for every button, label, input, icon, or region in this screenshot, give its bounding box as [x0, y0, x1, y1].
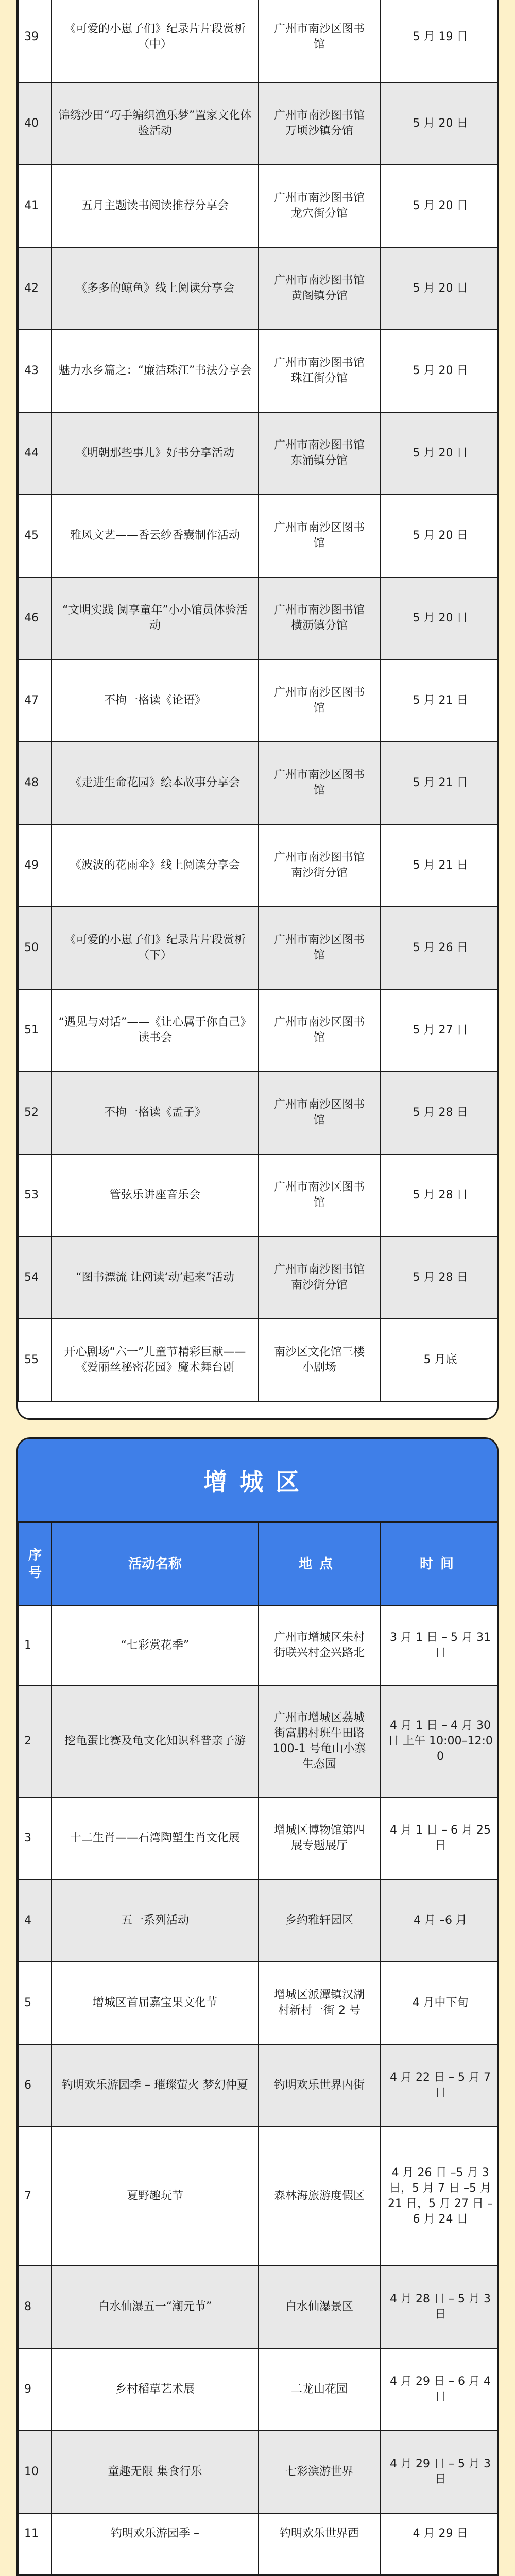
table-row — [19, 2127, 499, 2266]
row-number: 45 — [19, 495, 52, 577]
activity-time: 5 月 20 日 — [380, 577, 499, 659]
activity-location: 广州市南沙图书馆南沙街分馆 — [259, 1236, 380, 1319]
activity-location: 白水仙瀑景区 — [259, 2266, 380, 2348]
table-row — [19, 742, 499, 824]
activity-time: 4 月 22 日 – 5 月 7 日 — [380, 2044, 499, 2127]
row-number: 42 — [19, 247, 52, 330]
activity-name: 增城区首届嘉宝果文化节 — [52, 1962, 259, 2044]
district-title: 增城区 — [18, 1439, 497, 1522]
activity-name: 挖龟蛋比赛及龟文化知识科普亲子游 — [52, 1686, 259, 1797]
nansha-activity-table — [18, 0, 499, 1402]
activity-time: 5 月 21 日 — [380, 659, 499, 742]
row-number: 52 — [19, 1072, 52, 1154]
activity-name: 《明朝那些事儿》好书分享活动 — [52, 412, 259, 495]
row-number: 2 — [19, 1686, 52, 1797]
row-number: 40 — [19, 82, 52, 165]
activity-name: 《多多的鲸鱼》线上阅读分享会 — [52, 247, 259, 330]
row-number: 48 — [19, 742, 52, 824]
table-row — [19, 1154, 499, 1236]
activity-name: 五月主题读书阅读推荐分享会 — [52, 165, 259, 247]
activity-location: 南沙区文化馆三楼小剧场 — [259, 1319, 380, 1401]
activity-time: 4 月 1 日 – 6 月 25 日 — [380, 1797, 499, 1879]
activity-name: 乡村稻草艺术展 — [52, 2348, 259, 2431]
table-row — [19, 165, 499, 247]
activity-time: 4 月 29 日 – 5 月 3 日 — [380, 2431, 499, 2513]
activity-time: 4 月 –6 月 — [380, 1879, 499, 1962]
header-activity-name: 活动名称 — [52, 1523, 259, 1605]
activity-name: 雅风文艺——香云纱香囊制作活动 — [52, 495, 259, 577]
activity-location: 钓明欢乐世界西 — [259, 2513, 380, 2576]
activity-time: 5 月 26 日 — [380, 907, 499, 989]
row-number: 47 — [19, 659, 52, 742]
table-row — [19, 1236, 499, 1319]
activity-location: 森林海旅游度假区 — [259, 2127, 380, 2266]
activity-location: 广州市南沙区图书馆 — [259, 742, 380, 824]
activity-location: 钓明欢乐世界内街 — [259, 2044, 380, 2127]
activity-name: 《可爱的小崽子们》纪录片片段赏析（下） — [52, 907, 259, 989]
activity-location: 广州市南沙图书馆东涌镇分馆 — [259, 412, 380, 495]
activity-name: 《波波的花雨伞》线上阅读分享会 — [52, 824, 259, 907]
row-number: 50 — [19, 907, 52, 989]
table-row — [19, 0, 499, 82]
activity-time: 4 月中下旬 — [380, 1962, 499, 2044]
row-number: 9 — [19, 2348, 52, 2431]
row-number: 10 — [19, 2431, 52, 2513]
row-number: 44 — [19, 412, 52, 495]
zengcheng-activity-table — [18, 1522, 499, 2576]
row-number: 54 — [19, 1236, 52, 1319]
row-number: 3 — [19, 1797, 52, 1879]
activity-name: 魅力水乡篇之：“廉洁珠江”书法分享会 — [52, 330, 259, 412]
header-location: 地点 — [259, 1523, 380, 1605]
activity-time: 5 月 21 日 — [380, 742, 499, 824]
activity-name: 《可爱的小崽子们》纪录片片段赏析（中） — [52, 0, 259, 82]
table-row — [19, 495, 499, 577]
activity-time: 5 月 20 日 — [380, 165, 499, 247]
activity-time: 3 月 1 日 – 5 月 31 日 — [380, 1605, 499, 1686]
table-row — [19, 1319, 499, 1401]
activity-time: 4 月 26 日 –5 月 3 日，5 月 7 日 –5 月 21 日，5 月 27 日 –6 月 24 日 — [380, 2127, 499, 2266]
table-row — [19, 1962, 499, 2044]
activity-location: 广州市南沙区图书馆 — [259, 495, 380, 577]
activity-name: 开心剧场“六一”儿童节精彩巨献——《爱丽丝秘密花园》魔术舞台剧 — [52, 1319, 259, 1401]
row-number: 53 — [19, 1154, 52, 1236]
activity-time: 5 月 20 日 — [380, 330, 499, 412]
row-number: 55 — [19, 1319, 52, 1401]
activity-location: 七彩滨游世界 — [259, 2431, 380, 2513]
activity-time: 5 月 20 日 — [380, 247, 499, 330]
activity-location: 广州市南沙区图书馆 — [259, 907, 380, 989]
row-number: 4 — [19, 1879, 52, 1962]
activity-name: “七彩赏花季” — [52, 1605, 259, 1686]
zengcheng-table-panel — [16, 1437, 499, 2576]
activity-time: 5 月底 — [380, 1319, 499, 1401]
header-number: 序号 — [19, 1523, 52, 1605]
activity-name: 不拘一格读《孟子》 — [52, 1072, 259, 1154]
activity-time: 5 月 20 日 — [380, 82, 499, 165]
row-number: 5 — [19, 1962, 52, 2044]
activity-name: 锦绣沙田“巧手编织渔乐梦”置家文化体验活动 — [52, 82, 259, 165]
activity-location: 广州市南沙区图书馆 — [259, 1072, 380, 1154]
activity-time: 5 月 28 日 — [380, 1236, 499, 1319]
table-row — [19, 2348, 499, 2431]
activity-location: 增城区派潭镇汉湖村新村一街 2 号 — [259, 1962, 380, 2044]
table-row — [19, 2044, 499, 2127]
activity-name: “图书漂流 让阅读‘动’起来”活动 — [52, 1236, 259, 1319]
row-number: 8 — [19, 2266, 52, 2348]
table-row — [19, 2431, 499, 2513]
activity-location: 广州市增城区朱村街联兴村金兴路北 — [259, 1605, 380, 1686]
activity-time: 5 月 27 日 — [380, 989, 499, 1072]
activity-name: 十二生肖——石湾陶塑生肖文化展 — [52, 1797, 259, 1879]
activity-name: 钓明欢乐游园季 – — [52, 2513, 259, 2576]
activity-location: 广州市增城区荔城街富鹏村班牛田路 100-1 号龟山小寨生态园 — [259, 1686, 380, 1797]
activity-location: 广州市南沙区图书馆 — [259, 0, 380, 82]
row-number: 49 — [19, 824, 52, 907]
activity-location: 乡约雅轩园区 — [259, 1879, 380, 1962]
row-number: 51 — [19, 989, 52, 1072]
activity-time: 5 月 28 日 — [380, 1072, 499, 1154]
activity-time: 4 月 29 日 – 6 月 4 日 — [380, 2348, 499, 2431]
activity-time: 5 月 20 日 — [380, 495, 499, 577]
table-row — [19, 907, 499, 989]
activity-location: 二龙山花园 — [259, 2348, 380, 2431]
table-row — [19, 1879, 499, 1962]
table-row — [19, 824, 499, 907]
activity-name: 管弦乐讲座音乐会 — [52, 1154, 259, 1236]
activity-name: 《走进生命花园》绘本故事分享会 — [52, 742, 259, 824]
table-header-row — [19, 1523, 499, 1605]
row-number: 43 — [19, 330, 52, 412]
table-row — [19, 330, 499, 412]
activity-name: 五一系列活动 — [52, 1879, 259, 1962]
activity-time: 5 月 19 日 — [380, 0, 499, 82]
table-row — [19, 2266, 499, 2348]
activity-location: 广州市南沙图书馆珠江街分馆 — [259, 330, 380, 412]
row-number: 46 — [19, 577, 52, 659]
table-row — [19, 412, 499, 495]
table-row — [19, 989, 499, 1072]
activity-location: 广州市南沙区图书馆 — [259, 659, 380, 742]
activity-name: “遇见与对话”——《让心属于你自己》读书会 — [52, 989, 259, 1072]
row-number: 11 — [19, 2513, 52, 2576]
activity-time: 5 月 21 日 — [380, 824, 499, 907]
activity-location: 广州市南沙图书馆龙穴街分馆 — [259, 165, 380, 247]
table-row — [19, 247, 499, 330]
activity-time: 4 月 1 日 – 4 月 30 日 上午 10:00–12:00 — [380, 1686, 499, 1797]
activity-location: 广州市南沙图书馆南沙街分馆 — [259, 824, 380, 907]
table-row — [19, 2513, 499, 2576]
activity-location: 广州市南沙区图书馆 — [259, 989, 380, 1072]
row-number: 41 — [19, 165, 52, 247]
activity-name: “文明实践 阅享童年”小小馆员体验活动 — [52, 577, 259, 659]
activity-time: 4 月 29 日 — [380, 2513, 499, 2576]
table-row — [19, 577, 499, 659]
header-time: 时间 — [380, 1523, 499, 1605]
nansha-table-panel — [16, 0, 499, 1420]
activity-name: 钓明欢乐游园季 – 璀璨萤火 梦幻仲夏 — [52, 2044, 259, 2127]
activity-location: 增城区博物馆第四展专题展厅 — [259, 1797, 380, 1879]
table-row — [19, 1605, 499, 1686]
activity-location: 广州市南沙图书馆横沥镇分馆 — [259, 577, 380, 659]
activity-name: 白水仙瀑五一“潮元节” — [52, 2266, 259, 2348]
activity-name: 夏野趣玩节 — [52, 2127, 259, 2266]
table-row — [19, 659, 499, 742]
activity-location: 广州市南沙图书馆万顷沙镇分馆 — [259, 82, 380, 165]
table-row — [19, 1072, 499, 1154]
table-row — [19, 1686, 499, 1797]
activity-location: 广州市南沙图书馆黄阁镇分馆 — [259, 247, 380, 330]
activity-name: 童趣无限 集食行乐 — [52, 2431, 259, 2513]
table-row — [19, 1797, 499, 1879]
row-number: 6 — [19, 2044, 52, 2127]
activity-time: 4 月 28 日 – 5 月 3 日 — [380, 2266, 499, 2348]
row-number: 39 — [19, 0, 52, 82]
activity-location: 广州市南沙区图书馆 — [259, 1154, 380, 1236]
activity-name: 不拘一格读《论语》 — [52, 659, 259, 742]
activity-time: 5 月 28 日 — [380, 1154, 499, 1236]
row-number: 1 — [19, 1605, 52, 1686]
table-row — [19, 82, 499, 165]
activity-time: 5 月 20 日 — [380, 412, 499, 495]
row-number: 7 — [19, 2127, 52, 2266]
